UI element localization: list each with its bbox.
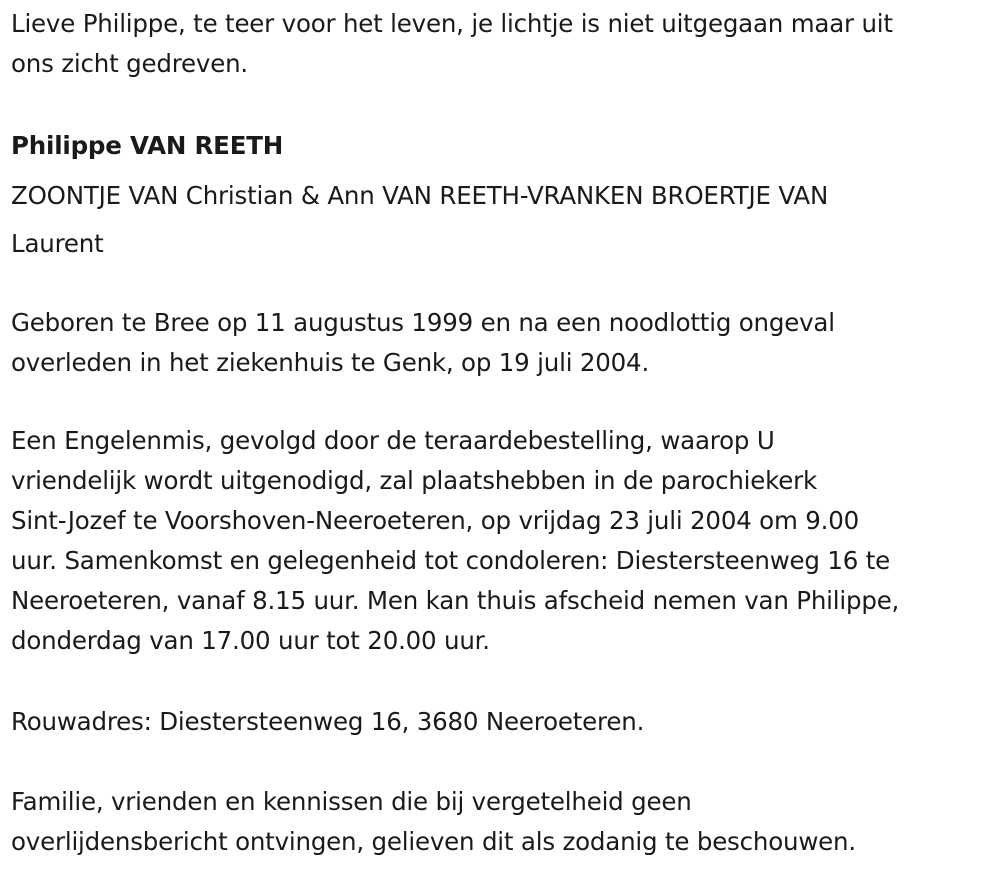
funeral-mass-paragraph	[11, 421, 988, 661]
funeral-mass-line: Sint-Jozef te Voorshoven-Neeroeteren, op vrijdag 23 juli 2004 om 9.00	[11, 506, 859, 535]
parents-paragraph	[11, 172, 988, 268]
funeral-mass-line: uur. Samenkomst en gelegenheid tot condoleren: Diestersteenweg 16 te	[11, 546, 890, 575]
birth-death-line: Geboren te Bree op 11 augustus 1999 en na een noodlottig ongeval	[11, 308, 835, 337]
parents-line: ZOONTJE VAN Christian & Ann VAN REETH-VRANKEN BROERTJE VAN	[11, 181, 829, 210]
family-notice-paragraph	[11, 782, 988, 862]
birth-death-paragraph	[11, 303, 988, 383]
mourning-address-paragraph	[11, 702, 988, 742]
deceased-name	[11, 126, 988, 166]
birth-death-line: overleden in het ziekenhuis te Genk, op 19 juli 2004.	[11, 348, 650, 377]
deceased-name-text: Philippe VAN REETH	[11, 131, 284, 160]
parents-line: Laurent	[11, 229, 104, 258]
family-notice-line: overlijdensbericht ontvingen, gelieven dit als zodanig te beschouwen.	[11, 827, 856, 856]
mourning-address-line: Rouwadres: Diestersteenweg 16, 3680 Neeroeteren.	[11, 707, 645, 736]
funeral-mass-line: Een Engelenmis, gevolgd door de teraardebestelling, waarop U	[11, 426, 775, 455]
intro-line: Lieve Philippe, te teer voor het leven, je lichtje is niet uitgegaan maar uit	[11, 9, 893, 38]
funeral-mass-line: Neeroeteren, vanaf 8.15 uur. Men kan thuis afscheid nemen van Philippe,	[11, 586, 900, 615]
funeral-mass-line: donderdag van 17.00 uur tot 20.00 uur.	[11, 626, 490, 655]
intro-paragraph	[11, 4, 988, 84]
family-notice-line: Familie, vrienden en kennissen die bij vergetelheid geen	[11, 787, 692, 816]
funeral-mass-line: vriendelijk wordt uitgenodigd, zal plaatshebben in de parochiekerk	[11, 466, 818, 495]
intro-line: ons zicht gedreven.	[11, 49, 249, 78]
